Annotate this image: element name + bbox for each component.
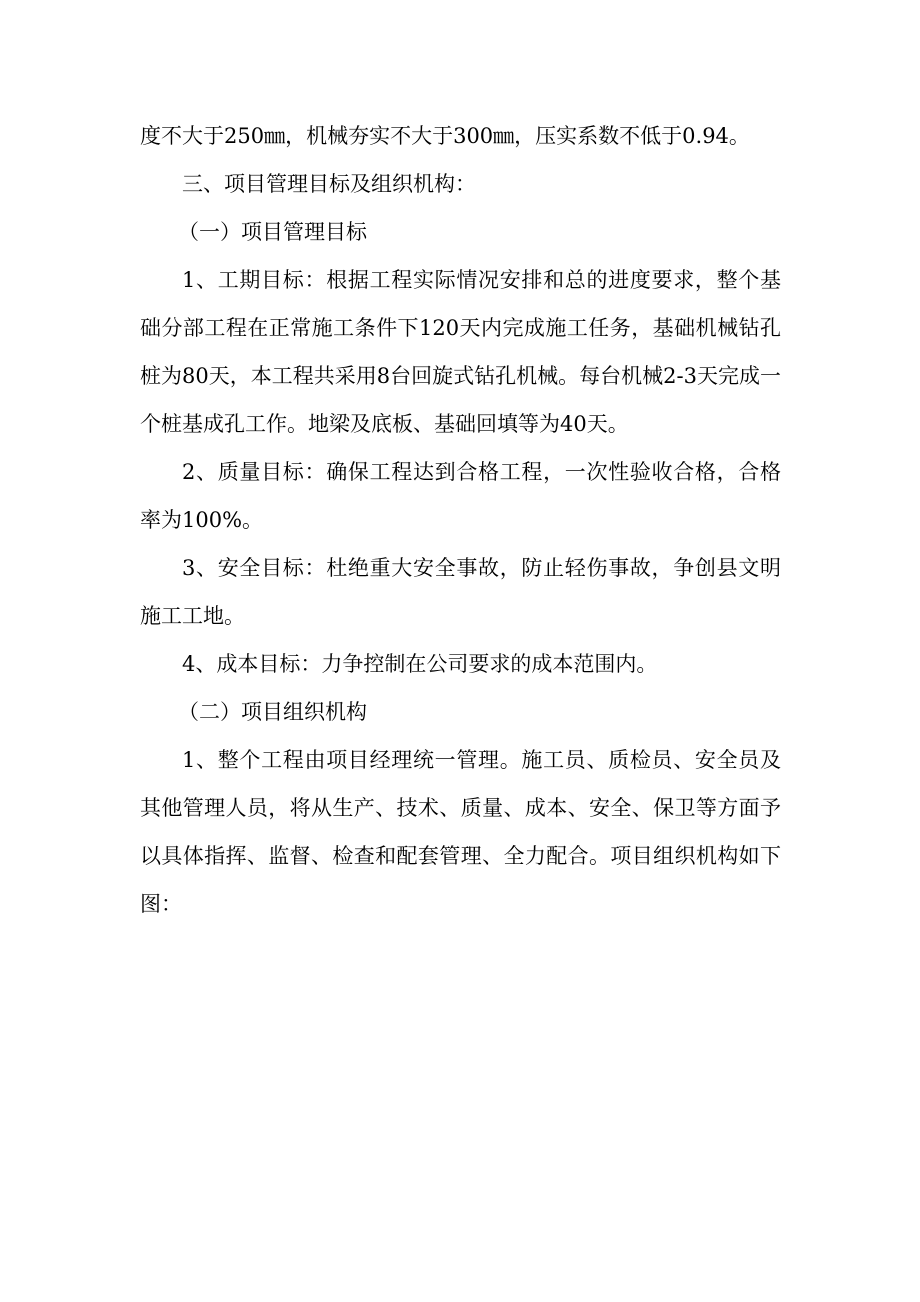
subsection-heading-project-goals: （一）项目管理目标 xyxy=(178,220,367,244)
section-heading-management-goals: 三、项目管理目标及组织机构： xyxy=(182,172,476,196)
document-body xyxy=(140,112,781,928)
paragraph-cost-goal: 4、成本目标：力争控制在公司要求的成本范围内。 xyxy=(182,652,658,676)
paragraph-quality-goal: 2、质量目标：确保工程达到合格工程，一次性验收合格，合格率为100%。 xyxy=(140,460,781,532)
paragraph-safety-goal: 3、安全目标：杜绝重大安全事故，防止轻伤事故，争创县文明施工工地。 xyxy=(140,556,781,628)
paragraph-organization-description: 1、整个工程由项目经理统一管理。施工员、质检员、安全员及其他管理人员，将从生产、技术、质量、成本、安全、保卫等方面予以具体指挥、监督、检查和配套管理、全力配合。项目组织机构如下图： xyxy=(140,748,781,916)
paragraph-schedule-goal: 1、工期目标：根据工程实际情况安排和总的进度要求，整个基础分部工程在正常施工条件下120天内完成施工任务，基础机械钻孔桩为80天，本工程共采用8台回旋式钻孔机械。每台机械2-3天完成一个桩基成孔工作。地梁及底板、基础回填等为40天。 xyxy=(140,268,781,436)
paragraph-continuation: 度不大于250㎜，机械夯实不大于300㎜，压实系数不低于0.94。 xyxy=(140,124,750,148)
subsection-heading-organization: （二）项目组织机构 xyxy=(178,700,367,724)
